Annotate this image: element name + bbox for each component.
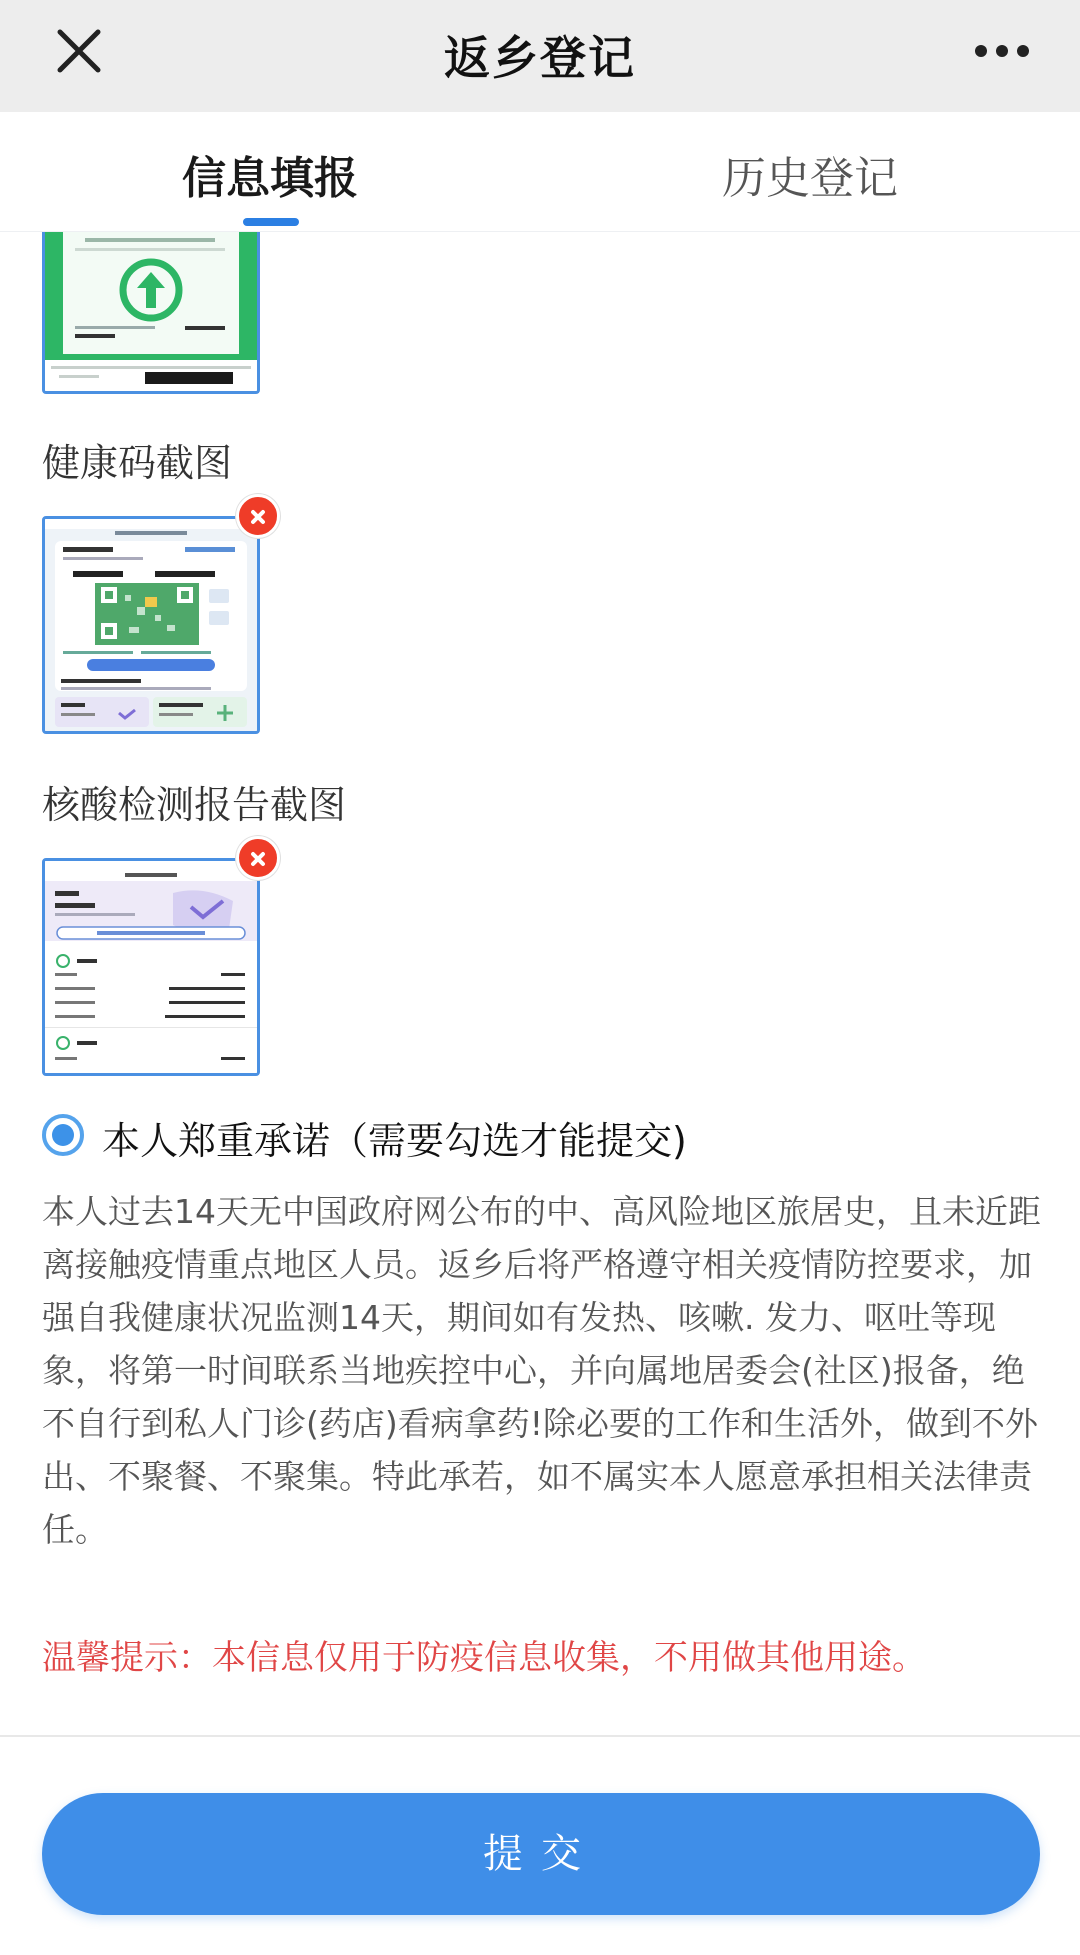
health-code-image [45, 519, 257, 731]
page-title: 返乡登记 [444, 31, 636, 85]
nucleic-test-label: 核酸检测报告截图 [42, 783, 347, 827]
submit-button[interactable]: 提交 [42, 1793, 1040, 1915]
promise-label: 本人郑重承诺（需要勾选才能提交) [102, 1119, 687, 1163]
tab-info-report[interactable]: 信息填报 [182, 153, 358, 204]
itinerary-card-image [45, 232, 257, 391]
warm-tip: 温馨提示：本信息仅用于防疫信息收集，不用做其他用途。 [42, 1638, 926, 1678]
promise-statement: 本人过去14天无中国政府网公布的中、高风险地区旅居史，且未近距离接触疫情重点地区人员。返乡后将严格遵守相关疫情防控要求，加强自我健康状况监测14天，期间如有发热、咳嗽. 发力、呕吐等现象，将第一时间联系当地疾控中心，并向属地居委会(社区)报备，绝不自行到私人门诊(药店)看病拿药!除必要的工作和生活外，做到不外出、不聚餐、不聚集。特此承若，如不属实本人愿意承担相关法律责任。 [42, 1192, 1041, 1549]
more-icon[interactable] [974, 44, 1030, 58]
delete-nucleic-test-icon[interactable] [236, 836, 280, 880]
tab-bar [0, 112, 1080, 232]
nucleic-test-thumbnail[interactable] [42, 858, 260, 1076]
top-bar [0, 0, 1080, 112]
promise-radio[interactable] [42, 1114, 84, 1156]
active-tab-indicator [243, 218, 299, 226]
health-code-label: 健康码截图 [42, 441, 233, 485]
delete-health-code-icon[interactable] [236, 494, 280, 538]
health-code-thumbnail[interactable] [42, 516, 260, 734]
nucleic-test-image [45, 861, 257, 1073]
divider [0, 1735, 1080, 1737]
tab-history[interactable]: 历史登记 [722, 153, 898, 204]
itinerary-card-thumbnail[interactable] [42, 232, 260, 394]
